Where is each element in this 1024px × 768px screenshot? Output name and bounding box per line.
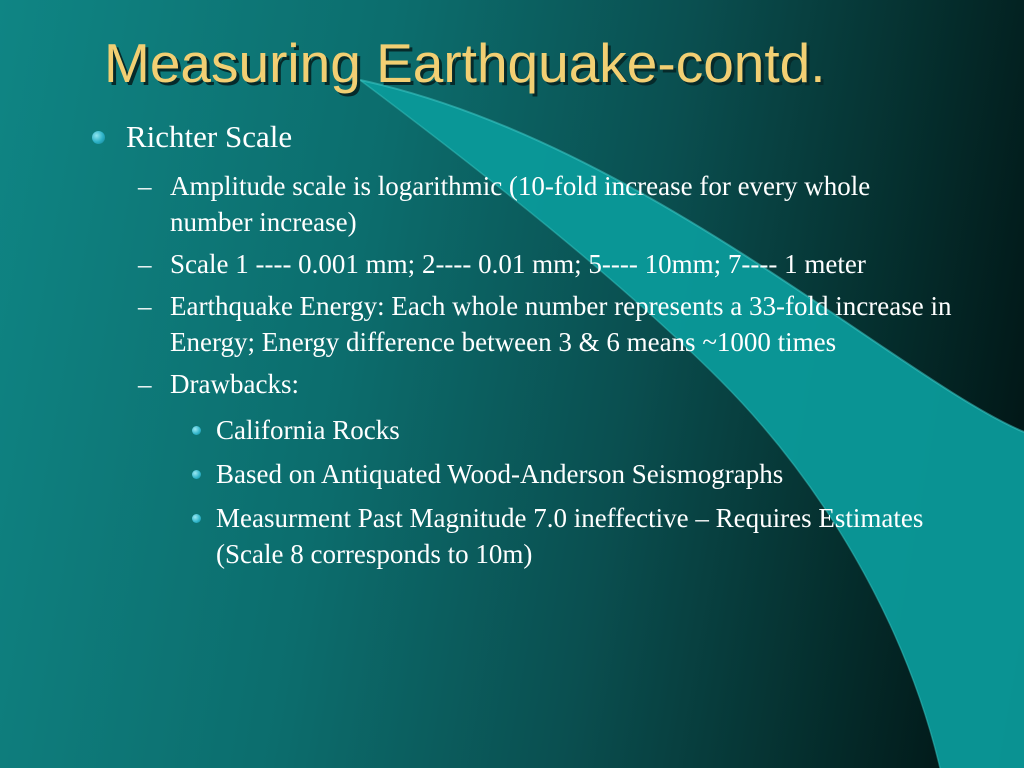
sphere-bullet-icon (192, 514, 201, 523)
dash-marker: – (138, 171, 152, 201)
slide-title: Measuring Earthquake-contd. (104, 32, 826, 94)
sphere-bullet-icon (192, 470, 201, 479)
dash-marker: – (138, 291, 152, 321)
sphere-bullet-icon (92, 131, 105, 144)
sub-item-text: Earthquake Energy: Each whole number represents a 33-fold increase in Energy; Energy difference between 3 & 6 means ~1000 times (170, 291, 952, 357)
bullet-richter-scale (86, 118, 956, 156)
sub-item-earthquake-energy (86, 288, 956, 360)
sub-item-drawbacks (86, 366, 956, 402)
drawback-text: Based on Antiquated Wood-Anderson Seismographs (216, 459, 784, 489)
sub-item-text: Drawbacks: (170, 369, 299, 399)
drawback-item (86, 412, 956, 448)
dash-marker: – (138, 249, 152, 279)
drawback-item (86, 500, 956, 572)
sphere-bullet-icon (192, 426, 201, 435)
drawback-text: Measurment Past Magnitude 7.0 ineffective – Requires Estimates (Scale 8 corresponds to 10m) (216, 503, 924, 569)
sub-item-text: Scale 1 ---- 0.001 mm; 2---- 0.01 mm; 5---- 10mm; 7---- 1 meter (170, 249, 866, 279)
dash-marker: – (138, 369, 152, 399)
sub-item-scale-values (86, 246, 956, 282)
slide-body (86, 118, 956, 572)
sub-item-text: Amplitude scale is logarithmic (10-fold increase for every whole number increase) (170, 171, 871, 237)
drawback-text: California Rocks (216, 415, 400, 445)
drawback-item (86, 456, 956, 492)
bullet-text: Richter Scale (126, 119, 293, 154)
sub-item-amplitude (86, 168, 956, 240)
